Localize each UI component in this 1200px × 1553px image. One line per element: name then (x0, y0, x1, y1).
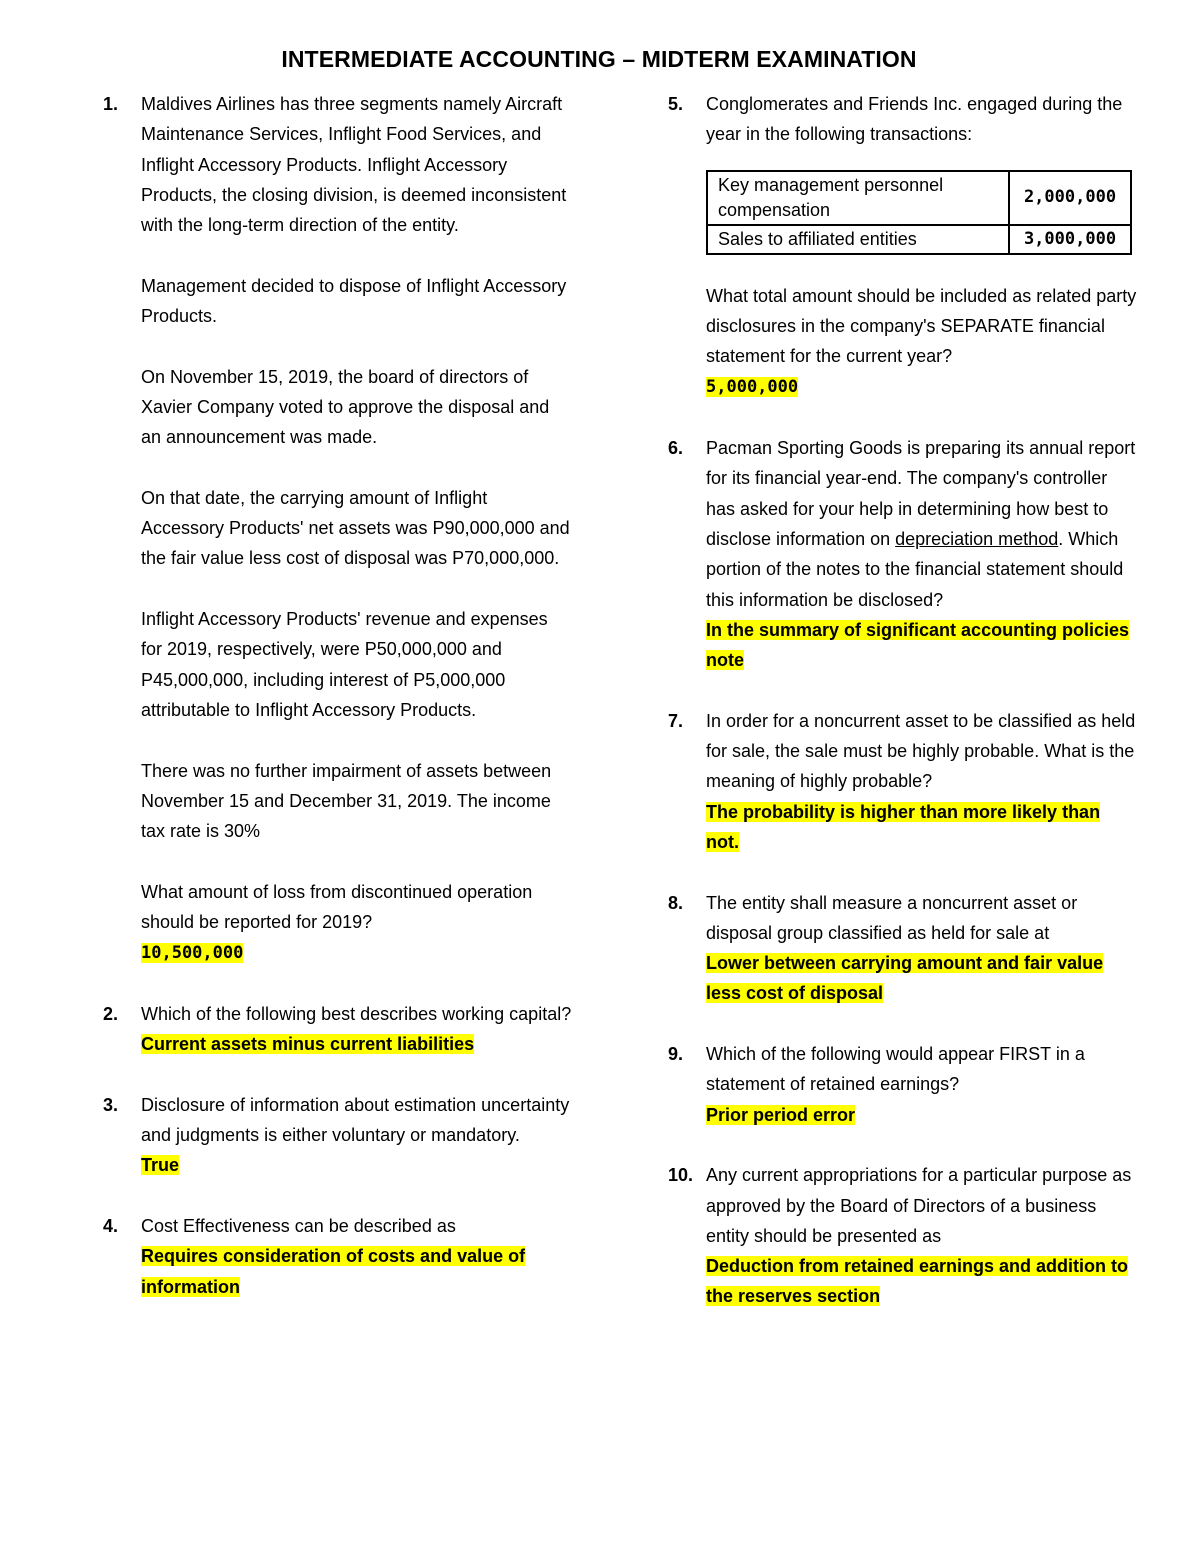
question-10 (668, 1160, 1138, 1311)
question-prompt: Any current appropriations for a particular purpose as approved by the Board of Directors of a business entity should be presented as (706, 1165, 1132, 1246)
question-prompt: What amount of loss from discontinued operation should be reported for 2019? (141, 881, 533, 933)
question-paragraph: On November 15, 2019, the board of directors of Xavier Company voted to approve the disposal and an announcement was made. (141, 366, 550, 448)
question-4 (103, 1211, 573, 1302)
question-number: 9. (668, 1044, 684, 1065)
underlined-term: depreciation method (895, 528, 1059, 549)
answer-highlight: Lower between carrying amount and fair value less cost of disposal (706, 953, 1104, 1004)
question-prompt: Conglomerates and Friends Inc. engaged during the year in the following transactions: (706, 94, 1123, 145)
question-prompt: Disclosure of information about estimation uncertainty and judgments is either voluntary or mandatory. (141, 1094, 570, 1146)
table-cell-amount: 3,000,000 (1009, 225, 1131, 254)
question-paragraph: There was no further impairment of assets between November 15 and December 31, 2019. The income tax rate is 30% (141, 760, 552, 842)
answer-highlight: Deduction from retained earnings and addition to the reserves section (706, 1256, 1129, 1307)
question-prompt: Cost Effectiveness can be described as (141, 1215, 456, 1236)
question-prompt: Which of the following would appear FIRST in a statement of retained earnings? (706, 1044, 1085, 1095)
page-title: INTERMEDIATE ACCOUNTING – MIDTERM EXAMINATION (281, 46, 917, 72)
table-row (707, 171, 1131, 225)
question-number: 6. (668, 438, 684, 459)
table-row (707, 225, 1131, 254)
question-number: 4. (103, 1215, 119, 1236)
question-text: . Which portion of the notes to the financial statement should this information be disclosed? (706, 528, 1124, 610)
question-prompt (706, 433, 1138, 615)
question-paragraph: On that date, the carrying amount of Inflight Accessory Products' net assets was P90,000,000 and the fair value less cost of disposal was P70,000,000. (141, 487, 570, 569)
question-number: 5. (668, 94, 684, 114)
answer-highlight: Current assets minus current liabilities (141, 1034, 475, 1055)
answer-highlight: True (141, 1155, 180, 1176)
question-number: 8. (668, 892, 684, 913)
question-prompt: What total amount should be included as related party disclosures in the company's SEPARATE financial statement for the current year? (706, 285, 1137, 367)
question-8 (668, 888, 1138, 1009)
left-column (103, 89, 573, 1332)
table-cell-amount: 2,000,000 (1009, 171, 1131, 225)
question-number: 10. (668, 1165, 694, 1186)
related-party-table (706, 170, 1132, 255)
question-paragraph: Inflight Accessory Products' revenue and expenses for 2019, respectively, were P50,000,000 and P45,000,000, including interest of P5,000,000 attributable to Inflight Accessory Products. (141, 609, 548, 720)
answer-highlight: In the summary of significant accounting policies note (706, 619, 1130, 671)
question-3 (103, 1090, 573, 1181)
question-number: 2. (103, 1003, 119, 1024)
table-cell-label: Sales to affiliated entities (707, 225, 1009, 254)
question-prompt: In order for a noncurrent asset to be classified as held for sale, the sale must be highly probable. What is the meaning of highly probable? (706, 710, 1136, 792)
question-6 (668, 433, 1138, 675)
right-column (668, 89, 1138, 1342)
question-1 (103, 89, 573, 969)
answer-highlight: 10,500,000 (141, 943, 244, 964)
question-text: Pacman Sporting Goods is preparing its annual report for its financial year-end. The company's controller has asked for your help in determining how best to disclose information on (706, 438, 1136, 549)
question-2 (103, 999, 573, 1060)
question-5 (668, 89, 1138, 403)
question-number: 1. (103, 94, 119, 114)
answer-highlight: 5,000,000 (706, 377, 799, 398)
question-number: 7. (668, 710, 684, 731)
answer-highlight: Requires consideration of costs and value of information (141, 1246, 526, 1297)
question-7 (668, 706, 1138, 857)
question-prompt: Which of the following best describes working capital? (141, 1003, 572, 1024)
question-prompt: The entity shall measure a noncurrent asset or disposal group classified as held for sale at (706, 892, 1078, 943)
question-number: 3. (103, 1094, 119, 1115)
question-9 (668, 1039, 1138, 1130)
answer-highlight: Prior period error (706, 1104, 856, 1125)
table-cell-label: Key management personnel compensation (707, 171, 1009, 225)
answer-highlight: The probability is higher than more likely than not. (706, 801, 1101, 852)
question-paragraph: Management decided to dispose of Inflight Accessory Products. (141, 275, 567, 327)
question-paragraph: Maldives Airlines has three segments namely Aircraft Maintenance Services, Inflight Food Services, and Inflight Accessory Products. Inflight Accessory Products, the closing division, is deemed inconsistent with the long-term direction of the entity. (141, 94, 567, 236)
